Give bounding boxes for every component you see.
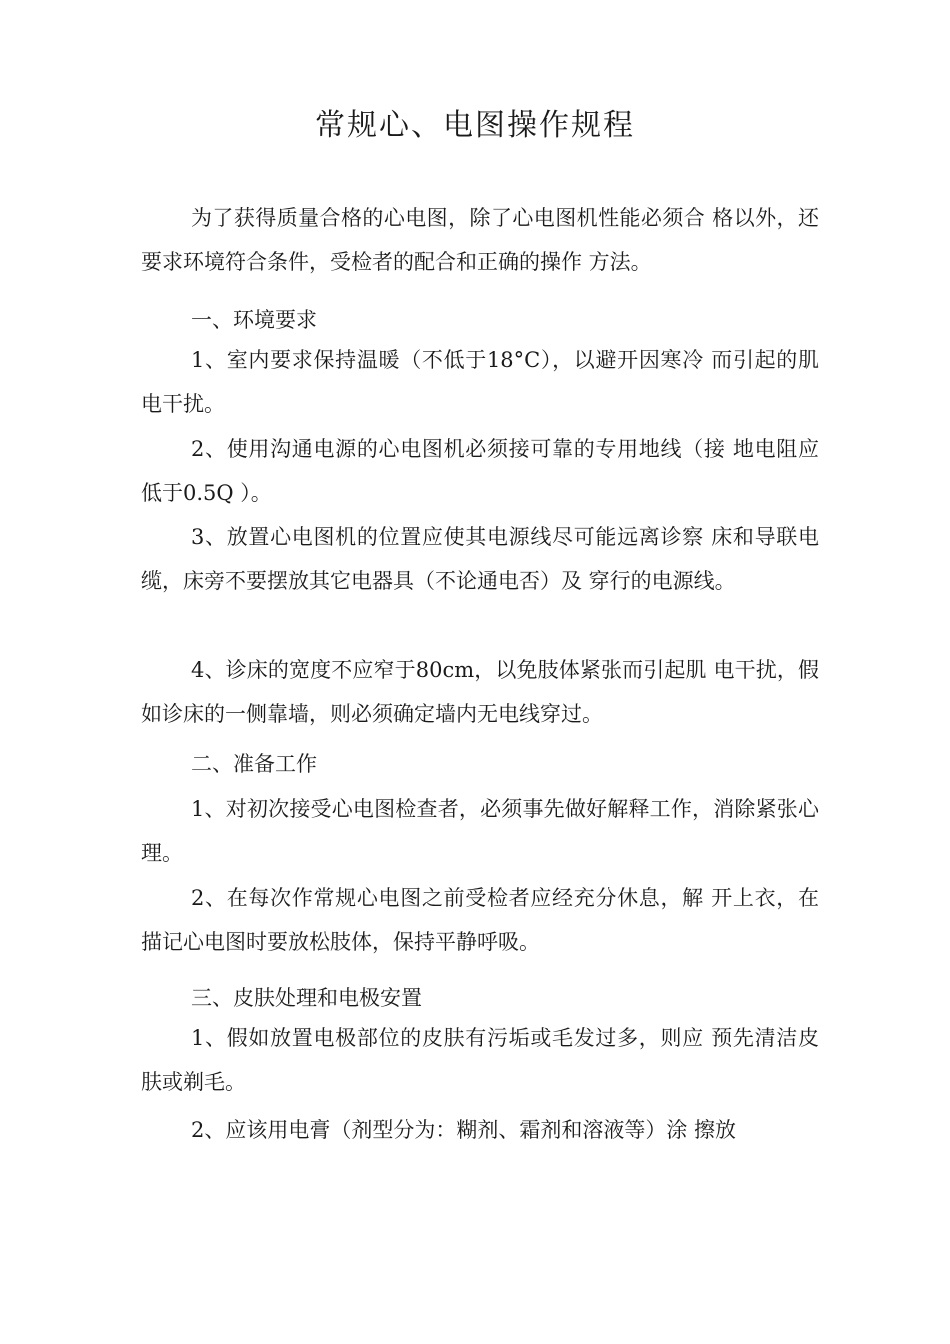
section-heading-skin-electrodes: 三、皮肤处理和电极安置 <box>191 986 422 1010</box>
intro-paragraph: 为了获得质量合格的心电图，除了心电图机性能必须合 格以外，还要求环境符合条件，受检者的配合和正确的操作 方法。 <box>141 206 819 274</box>
environment-item-1: 1、室内要求保持温暖（不低于18°C），以避开因寒冷 而引起的肌电干扰。 <box>141 348 819 416</box>
environment-item-2: 2、使用沟通电源的心电图机必须接可靠的专用地线（接 地电阻应低于0.5Q ）。 <box>141 437 819 505</box>
preparation-item-1: 1、对初次接受心电图检查者，必须事先做好解释工作，消除紧张心理。 <box>141 797 819 865</box>
skin-item-2: 2、应该用电膏（剂型分为：糊剂、霜剂和溶液等）涂 擦放 <box>191 1118 737 1142</box>
environment-item-3: 3、放置心电图机的位置应使其电源线尽可能远离诊察 床和导联电缆，床旁不要摆放其它电器具（不论通电否）及 穿行的电源线。 <box>141 525 819 593</box>
skin-item-1: 1、假如放置电极部位的皮肤有污垢或毛发过多，则应 预先清洁皮肤或剃毛。 <box>141 1026 819 1094</box>
environment-item-4: 4、诊床的宽度不应窄于80cm，以免肢体紧张而引起肌 电干扰，假如诊床的一侧靠墙，则必须确定墙内无电线穿过。 <box>141 658 819 726</box>
section-heading-preparation: 二、准备工作 <box>191 752 317 776</box>
document-title: 常规心、电图操作规程 <box>315 108 635 143</box>
preparation-item-2: 2、在每次作常规心电图之前受检者应经充分休息，解 开上衣，在描记心电图时要放松肢体，保持平静呼吸。 <box>141 886 819 954</box>
section-heading-environment: 一、环境要求 <box>191 308 317 332</box>
